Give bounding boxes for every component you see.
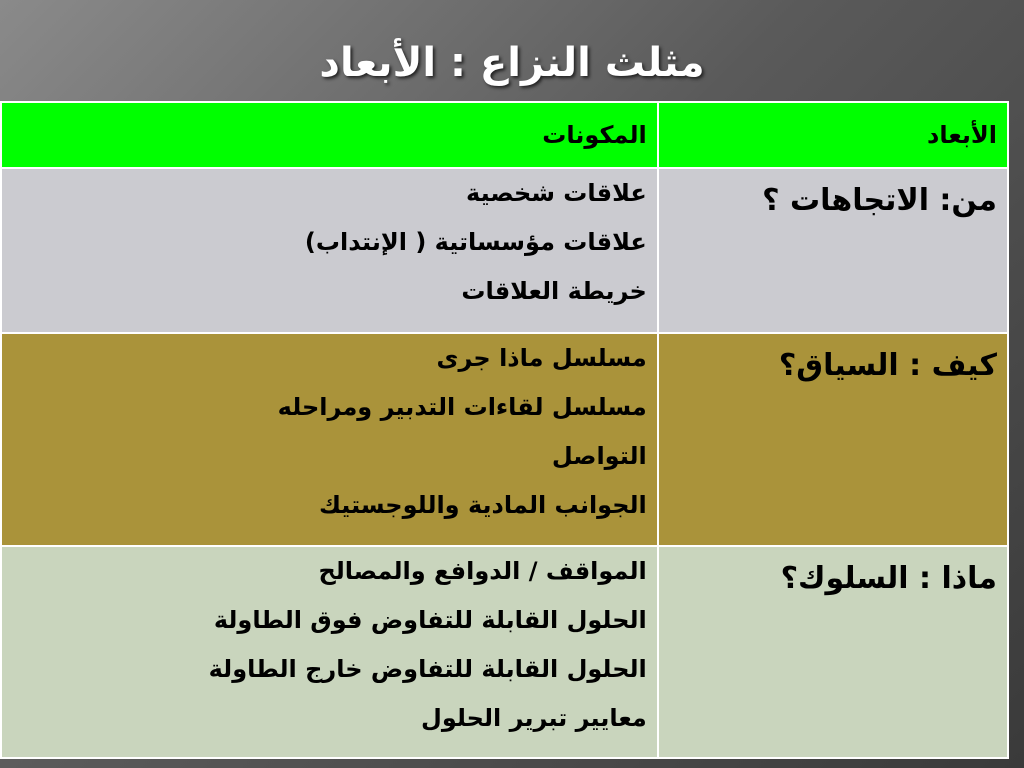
table-row xyxy=(1,333,1008,546)
table-row xyxy=(1,168,1008,333)
component-item: علاقات مؤسساتية ( الإنتداب) xyxy=(304,228,647,256)
components-cell xyxy=(1,333,658,546)
dimension-cell: ماذا : السلوك؟ xyxy=(658,546,1008,758)
dimension-cell: كيف : السياق؟ xyxy=(658,333,1008,546)
header-dimensions: الأبعاد xyxy=(658,102,1008,168)
dimensions-table xyxy=(0,101,1009,759)
component-item: خريطة العلاقات xyxy=(461,277,647,305)
component-item: علاقات شخصية xyxy=(466,179,647,207)
table-row xyxy=(1,546,1008,758)
component-item: مسلسل لقاءات التدبير ومراحله xyxy=(277,393,647,421)
component-item: التواصل xyxy=(551,442,647,470)
component-item: المواقف / الدوافع والمصالح xyxy=(318,557,647,585)
component-item: الحلول القابلة للتفاوض فوق الطاولة xyxy=(213,606,647,634)
component-item: الجوانب المادية واللوجستيك xyxy=(318,491,647,519)
header-components: المكونات xyxy=(1,102,658,168)
component-item: معايير تبرير الحلول xyxy=(421,704,647,732)
table-header-row xyxy=(1,102,1008,168)
dimension-cell: من: الاتجاهات ؟ xyxy=(658,168,1008,333)
components-cell xyxy=(1,546,658,758)
slide-title: مثلث النزاع : الأبعاد xyxy=(319,40,705,86)
component-item: الحلول القابلة للتفاوض خارج الطاولة xyxy=(208,655,647,683)
component-item: مسلسل ماذا جرى xyxy=(436,344,647,372)
components-cell xyxy=(1,168,658,333)
